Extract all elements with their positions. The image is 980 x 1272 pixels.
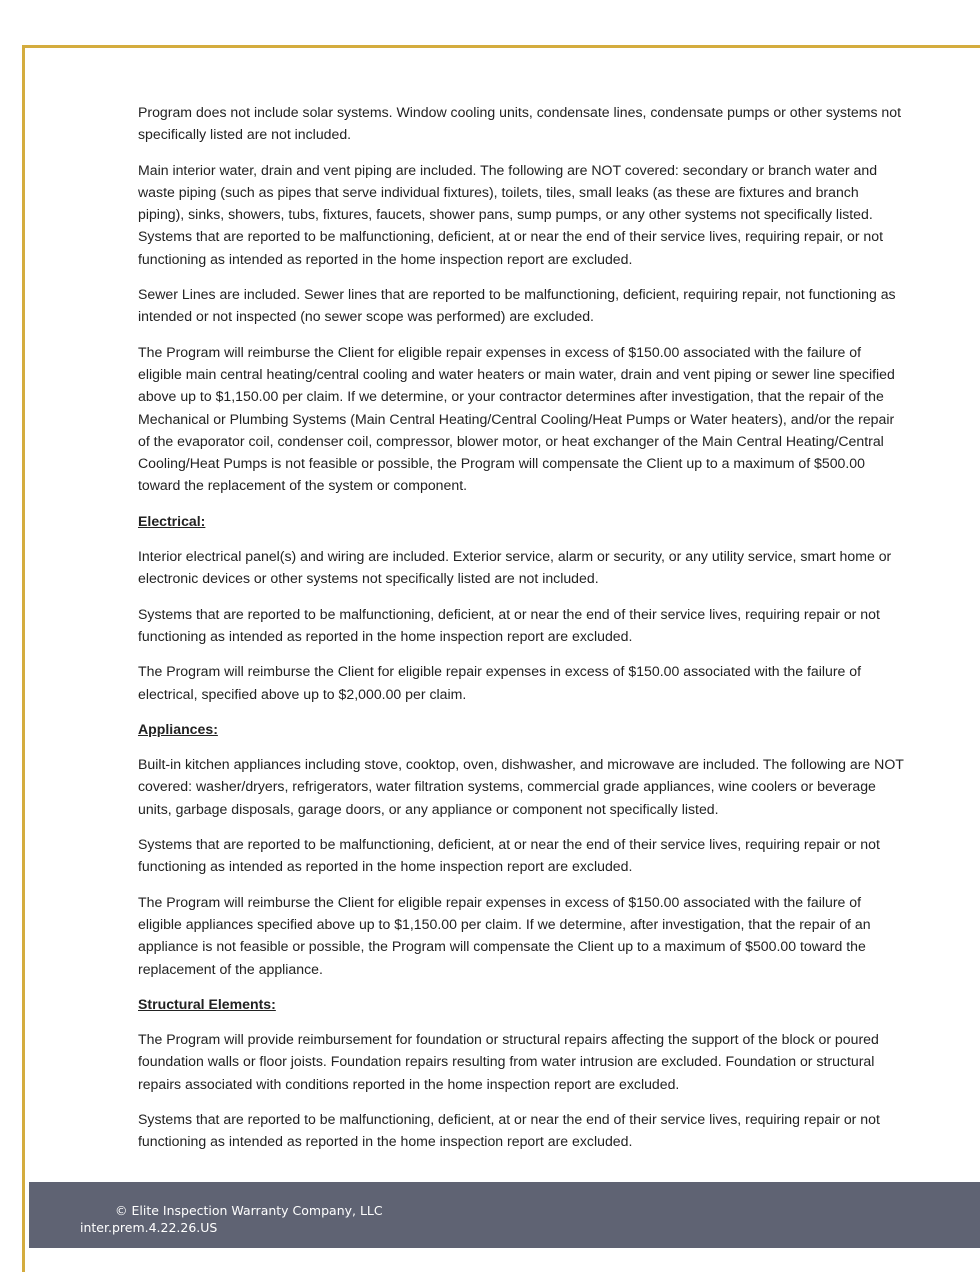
page-footer bbox=[29, 1182, 980, 1248]
paragraph-appliances-coverage: Built-in kitchen appliances including stove, cooktop, oven, dishwasher, and microwave are included. The following are NOT covered: washer/dryers, refrigerators, water filtration systems, commercial grade appliances, wine coolers or beverage units, garbage disposals, garage doors, or any appliance or component not specifically listed. bbox=[138, 756, 904, 817]
paragraph-electrical-coverage: Interior electrical panel(s) and wiring are included. Exterior service, alarm or security, or any utility service, smart home or electronic devices or other systems not specifically listed are not included. bbox=[138, 548, 892, 587]
paragraph-electrical-exclusions: Systems that are reported to be malfunctioning, deficient, at or near the end of their service lives, requiring repair or not functioning as intended as reported in the home inspection report are excluded. bbox=[138, 605, 880, 644]
heading-electrical: Electrical: bbox=[138, 512, 206, 529]
paragraph-structural-exclusions: Systems that are reported to be malfunctioning, deficient, at or near the end of their service lives, requiring repair or not functioning as intended as reported in the home inspection report are excluded. bbox=[138, 1110, 880, 1150]
footer-document-code: inter.prem.4.22.26.US bbox=[80, 1220, 218, 1235]
heading-appliances: Appliances: bbox=[138, 720, 218, 737]
document-body bbox=[138, 101, 908, 1166]
footer-copyright: © Elite Inspection Warranty Company, LLC bbox=[115, 1203, 383, 1218]
paragraph-structural-coverage: The Program will provide reimbursement for foundation or structural repairs affecting the support of the block or poured foundation walls or floor joists. Foundation repairs resulting from water intrusion are excluded. Foundation or structural repairs associated with conditions reported in the home inspection report are excluded. bbox=[138, 1031, 879, 1092]
heading-structural-elements: Structural Elements: bbox=[138, 995, 276, 1012]
paragraph-solar-exclusions: Program does not include solar systems. Window cooling units, condensate lines, condensate pumps or other systems not specifically listed are not included. bbox=[138, 104, 902, 143]
paragraph-sewer-lines: Sewer Lines are included. Sewer lines that are reported to be malfunctioning, deficient, requiring repair, not functioning as intended or not inspected (no sewer scope was performed) are excluded. bbox=[138, 286, 896, 325]
paragraph-mechanical-reimbursement: The Program will reimburse the Client for eligible repair expenses in excess of $150.00 associated with the failure of eligible main central heating/central cooling and water heaters or main water, drain and vent piping or sewer line specified above up to $1,150.00 per claim. If we determine, or your contractor determines after investigation, that the repair of the Mechanical or Plumbing Systems (Main Central Heating/Central Cooling/Heat Pumps or Water heaters), and/or the repair of the evaporator coil, condenser coil, compressor, blower motor, or heat exchanger of the Main Central Heating/Central Cooling/Heat Pumps is not feasible or possible, the Program will compensate the Client up to a maximum of $500.00 toward the replacement of the system or component. bbox=[138, 343, 895, 494]
paragraph-electrical-reimbursement: The Program will reimburse the Client for eligible repair expenses in excess of $150.00 associated with the failure of electrical, specified above up to $2,000.00 per claim. bbox=[138, 663, 862, 702]
paragraph-appliances-reimbursement: The Program will reimburse the Client for eligible repair expenses in excess of $150.00 associated with the failure of eligible appliances specified above up to $1,150.00 per claim. If we determine, after investigation, that the repair of an appliance is not feasible or possible, the Program will compensate the Client up to a maximum of $500.00 toward the replacement of the appliance. bbox=[138, 893, 871, 977]
paragraph-plumbing-coverage: Main interior water, drain and vent piping are included. The following are NOT covered: secondary or branch water and waste piping (such as pipes that serve individual fixtures), toilets, tiles, small leaks (as these are fixtures and branch piping), sinks, showers, tubs, fixtures, faucets, shower pans, sump pumps, or any other systems not specifically listed. Systems that are reported to be malfunctioning, deficient, at or near the end of their service lives, requiring repair, or not functioning as intended as reported in the home inspection report are excluded. bbox=[138, 161, 884, 267]
paragraph-appliances-exclusions: Systems that are reported to be malfunctioning, deficient, at or near the end of their service lives, requiring repair or not functioning as intended as reported in the home inspection report are excluded. bbox=[138, 836, 880, 875]
